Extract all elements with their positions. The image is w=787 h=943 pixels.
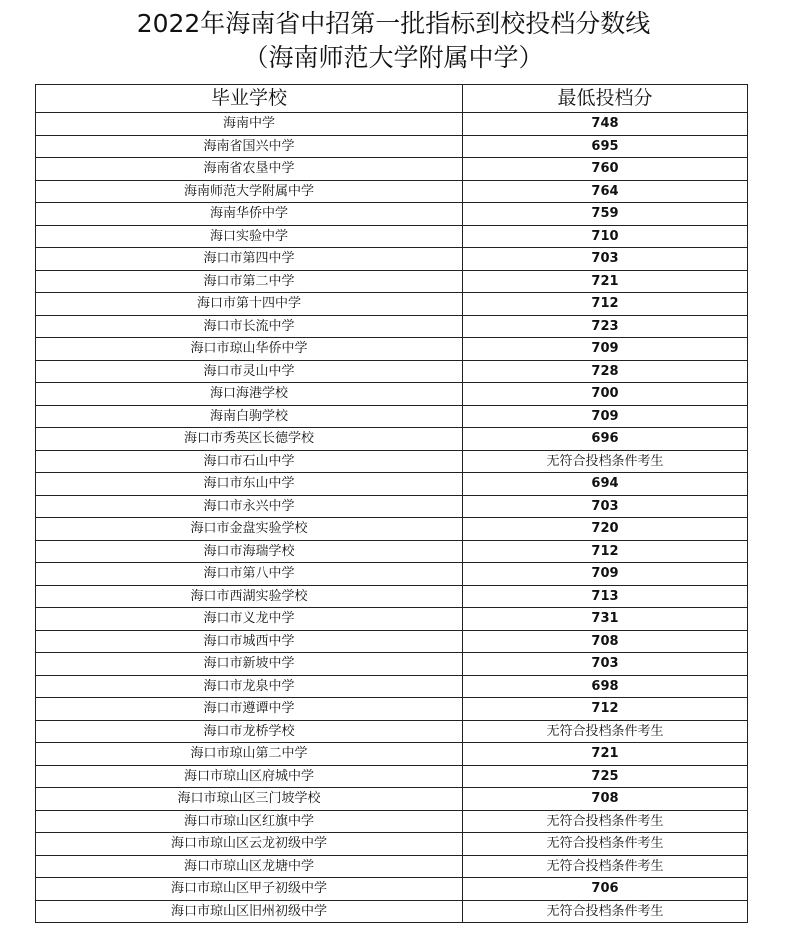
table-row: [36, 540, 748, 563]
min-score-cell: 748: [463, 113, 748, 136]
min-score-cell: 703: [463, 248, 748, 271]
min-score-cell: 725: [463, 765, 748, 788]
school-name-cell: 海口市城西中学: [36, 630, 463, 653]
table-row: [36, 765, 748, 788]
min-score-cell: 759: [463, 203, 748, 226]
min-score-cell: 无符合投档条件考生: [463, 900, 748, 923]
min-score-cell: 731: [463, 608, 748, 631]
school-name-cell: 海口市龙桥学校: [36, 720, 463, 743]
school-name-cell: 海南省农垦中学: [36, 158, 463, 181]
school-name-cell: 海口市琼山区三门坡学校: [36, 788, 463, 811]
school-name-cell: 海口市琼山区龙塘中学: [36, 855, 463, 878]
header-school: 毕业学校: [36, 85, 463, 113]
min-score-cell: 728: [463, 360, 748, 383]
table-header-row: [36, 85, 748, 113]
table-row: [36, 428, 748, 451]
min-score-cell: 712: [463, 540, 748, 563]
table-row: [36, 720, 748, 743]
min-score-cell: 无符合投档条件考生: [463, 833, 748, 856]
min-score-cell: 710: [463, 225, 748, 248]
school-name-cell: 海口市长流中学: [36, 315, 463, 338]
school-name-cell: 海口市永兴中学: [36, 495, 463, 518]
table-row: [36, 360, 748, 383]
table-row: [36, 518, 748, 541]
school-name-cell: 海口海港学校: [36, 383, 463, 406]
school-name-cell: 海口市义龙中学: [36, 608, 463, 631]
table-row: [36, 293, 748, 316]
min-score-cell: 703: [463, 495, 748, 518]
table-row: [36, 450, 748, 473]
min-score-cell: 703: [463, 653, 748, 676]
table-row: [36, 270, 748, 293]
school-name-cell: 海南华侨中学: [36, 203, 463, 226]
min-score-cell: 708: [463, 630, 748, 653]
school-name-cell: 海口市遵谭中学: [36, 698, 463, 721]
school-name-cell: 海南白驹学校: [36, 405, 463, 428]
school-name-cell: 海口市金盘实验学校: [36, 518, 463, 541]
school-name-cell: 海南中学: [36, 113, 463, 136]
min-score-cell: 无符合投档条件考生: [463, 720, 748, 743]
min-score-cell: 709: [463, 405, 748, 428]
table-row: [36, 225, 748, 248]
min-score-cell: 721: [463, 743, 748, 766]
table-row: [36, 248, 748, 271]
school-name-cell: 海口市西湖实验学校: [36, 585, 463, 608]
school-name-cell: 海口市琼山第二中学: [36, 743, 463, 766]
school-name-cell: 海口市琼山区红旗中学: [36, 810, 463, 833]
school-name-cell: 海口市琼山区旧州初级中学: [36, 900, 463, 923]
table-row: [36, 608, 748, 631]
table-row: [36, 788, 748, 811]
table-row: [36, 473, 748, 496]
min-score-cell: 706: [463, 878, 748, 901]
table-row: [36, 203, 748, 226]
score-table: [35, 84, 748, 923]
table-row: [36, 743, 748, 766]
min-score-cell: 721: [463, 270, 748, 293]
school-name-cell: 海口实验中学: [36, 225, 463, 248]
table-row: [36, 698, 748, 721]
table-body: [36, 113, 748, 923]
document-title: 2022年海南省中招第一批指标到校投档分数线: [136, 9, 651, 38]
school-name-cell: 海口市琼山区甲子初级中学: [36, 878, 463, 901]
school-name-cell: 海口市第二中学: [36, 270, 463, 293]
school-name-cell: 海口市第四中学: [36, 248, 463, 271]
min-score-cell: 696: [463, 428, 748, 451]
table-row: [36, 158, 748, 181]
table-row: [36, 675, 748, 698]
min-score-cell: 695: [463, 135, 748, 158]
table-row: [36, 180, 748, 203]
table-row: [36, 810, 748, 833]
table-row: [36, 563, 748, 586]
table-row: [36, 383, 748, 406]
school-name-cell: 海口市龙泉中学: [36, 675, 463, 698]
table-row: [36, 878, 748, 901]
min-score-cell: 713: [463, 585, 748, 608]
school-name-cell: 海口市琼山区云龙初级中学: [36, 833, 463, 856]
school-name-cell: 海口市秀英区长德学校: [36, 428, 463, 451]
document-subtitle: （海南师范大学附属中学）: [243, 43, 544, 72]
min-score-cell: 700: [463, 383, 748, 406]
school-name-cell: 海口市琼山华侨中学: [36, 338, 463, 361]
table-row: [36, 833, 748, 856]
table-row: [36, 900, 748, 923]
min-score-cell: 760: [463, 158, 748, 181]
table-row: [36, 855, 748, 878]
school-name-cell: 海口市新坡中学: [36, 653, 463, 676]
min-score-cell: 764: [463, 180, 748, 203]
table-row: [36, 653, 748, 676]
min-score-cell: 698: [463, 675, 748, 698]
table-row: [36, 630, 748, 653]
school-name-cell: 海口市琼山区府城中学: [36, 765, 463, 788]
min-score-cell: 708: [463, 788, 748, 811]
school-name-cell: 海南省国兴中学: [36, 135, 463, 158]
min-score-cell: 709: [463, 563, 748, 586]
school-name-cell: 海口市石山中学: [36, 450, 463, 473]
min-score-cell: 723: [463, 315, 748, 338]
table-row: [36, 113, 748, 136]
min-score-cell: 712: [463, 293, 748, 316]
table-row: [36, 338, 748, 361]
school-name-cell: 海口市东山中学: [36, 473, 463, 496]
school-name-cell: 海南师范大学附属中学: [36, 180, 463, 203]
table-row: [36, 495, 748, 518]
min-score-cell: 712: [463, 698, 748, 721]
school-name-cell: 海口市第十四中学: [36, 293, 463, 316]
min-score-cell: 694: [463, 473, 748, 496]
header-min-score: 最低投档分: [463, 85, 748, 113]
school-name-cell: 海口市海瑞学校: [36, 540, 463, 563]
school-name-cell: 海口市第八中学: [36, 563, 463, 586]
min-score-cell: 709: [463, 338, 748, 361]
table-row: [36, 405, 748, 428]
table-row: [36, 315, 748, 338]
min-score-cell: 无符合投档条件考生: [463, 810, 748, 833]
min-score-cell: 无符合投档条件考生: [463, 855, 748, 878]
min-score-cell: 无符合投档条件考生: [463, 450, 748, 473]
table-row: [36, 135, 748, 158]
school-name-cell: 海口市灵山中学: [36, 360, 463, 383]
table-row: [36, 585, 748, 608]
min-score-cell: 720: [463, 518, 748, 541]
